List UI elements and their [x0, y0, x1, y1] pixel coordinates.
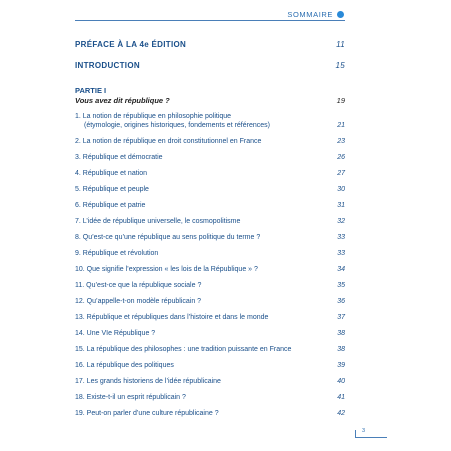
header	[287, 10, 344, 19]
bullet-dot-icon	[337, 11, 344, 18]
toc-entry-4[interactable]: 4. République et nation 27	[75, 170, 345, 177]
table-of-contents	[75, 36, 345, 418]
toc-entry-page: 11	[336, 40, 345, 49]
toc-entry-3[interactable]: 3. République et démocratie 26	[75, 154, 345, 161]
toc-entry-11[interactable]: 11. Qu’est-ce que la république sociale ? 35	[75, 282, 345, 289]
toc-entry-15[interactable]: 15. La république des philosophes : une tradition puissante en France 38	[75, 346, 345, 353]
toc-entry-16[interactable]: 16. La république des politiques 39	[75, 362, 345, 369]
page-title: SOMMAIRE	[287, 10, 333, 19]
toc-entry-2[interactable]: 2. La notion de république en droit constitutionnel en France 23	[75, 138, 345, 145]
footer-divider	[355, 437, 387, 438]
toc-entry-7[interactable]: 7. L’idée de république universelle, le cosmopolitisme 32	[75, 218, 345, 225]
toc-entry-5[interactable]: 5. République et peuple 30	[75, 186, 345, 193]
toc-entry-8[interactable]: 8. Qu’est-ce qu’une république au sens politique du terme ? 33	[75, 234, 345, 241]
part-heading: PARTIE I	[75, 86, 107, 95]
toc-entry-label: PRÉFACE À LA 4e ÉDITION	[75, 40, 187, 49]
toc-entry-10[interactable]: 10. Que signifie l’expression « les lois de la République » ? 34	[75, 266, 345, 273]
toc-entry-page: 15	[335, 61, 345, 70]
top-divider	[75, 20, 345, 21]
toc-entry-1[interactable]: 1. La notion de république en philosophie politique (étymologie, origines historiques, fondements et références) 21	[75, 113, 345, 129]
toc-entry-14[interactable]: 14. Une VIe République ? 38	[75, 330, 345, 337]
toc-entry-6[interactable]: 6. République et patrie 31	[75, 202, 345, 209]
toc-entry-9[interactable]: 9. République et révolution 33	[75, 250, 345, 257]
toc-entry-18[interactable]: 18. Existe-t-il un esprit républicain ? 41	[75, 394, 345, 401]
toc-entry-13[interactable]: 13. République et républiques dans l’histoire et dans le monde 37	[75, 314, 345, 321]
toc-entry-17[interactable]: 17. Les grands historiens de l’idée républicaine 40	[75, 378, 345, 385]
page-number: 3	[362, 428, 366, 434]
part-subtitle-page: 19	[336, 96, 345, 105]
part-subtitle[interactable]	[75, 96, 345, 105]
part-subtitle-label: Vous avez dit république ?	[75, 96, 170, 105]
toc-entry-19[interactable]: 19. Peut-on parler d’une culture républicaine ? 42	[75, 410, 345, 417]
toc-entry-label: INTRODUCTION	[75, 61, 140, 70]
toc-entry-introduction[interactable]	[75, 61, 345, 70]
toc-entry-12[interactable]: 12. Qu’appelle-t-on modèle républicain ? 36	[75, 298, 345, 305]
toc-entry-preface[interactable]	[75, 40, 345, 49]
